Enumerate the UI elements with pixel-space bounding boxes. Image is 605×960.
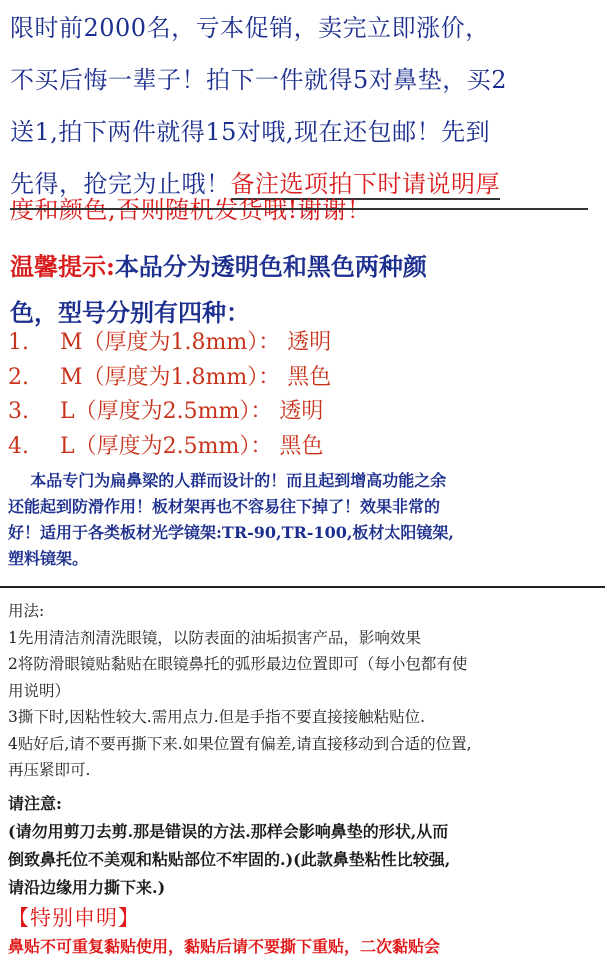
- notice-line: 倒致鼻托位不美观和粘贴部位不牢固的.)(此款鼻垫粘性比较强,: [8, 850, 451, 869]
- product-description: [8, 468, 598, 572]
- promo-note-red-2: 度和颜色,否则随机发货哦!谢谢！: [10, 196, 372, 224]
- special-statement: [8, 902, 600, 960]
- description-line: 本品专门为扁鼻梁的人群而设计的！而且起到增高功能之余: [8, 471, 447, 490]
- model-number: 4.: [8, 433, 29, 459]
- usage-line: 4贴好后,请不要再撕下来.如果位置有偏差,请直接移动到合适的位置,: [8, 734, 472, 753]
- usage-line: 3撕下时,因粘性较大.需用点力.但是手指不要直接接触粘贴位.: [8, 708, 426, 726]
- usage-line: 再压紧即可.: [8, 761, 91, 779]
- model-item: [8, 430, 593, 465]
- notice-line: 请沿边缘用力撕下来.): [8, 878, 166, 897]
- notice-section: [8, 790, 600, 902]
- promo-note-red-1: 备注选项拍下时请说明厚: [230, 170, 500, 198]
- tip-text-1: 本品分为透明色和黑色两种颜: [114, 252, 427, 281]
- promo-line-4-text: 先得，抢完为止哦！: [10, 170, 231, 198]
- tip-block: [10, 244, 595, 336]
- promo-line-3: 送1,拍下两件就得15对哦,现在还包邮！先到: [10, 118, 491, 146]
- promo-line-2: 不买后悔一辈子！拍下一件就得5对鼻垫，买2: [10, 66, 508, 94]
- special-heading: 【特别申明】: [8, 906, 140, 930]
- model-text: M（厚度为1.8mm）： 黑色: [60, 364, 332, 390]
- notice-title: 请注意:: [8, 794, 62, 813]
- usage-line: 1先用清洁剂清洗眼镜，以防表面的油垢损害产品，影响效果: [8, 628, 421, 647]
- model-number: 2.: [8, 364, 29, 390]
- model-item: [8, 326, 593, 361]
- description-line: 好！适用于各类板材光学镜架:TR-90,TR-100,板材太阳镜架,: [8, 523, 454, 542]
- promo-line-4: [10, 171, 595, 197]
- model-number: 3.: [8, 399, 29, 424]
- special-text: 鼻贴不可重复黏贴使用，黏贴后请不要撕下重贴，二次黏贴会: [8, 937, 441, 956]
- model-number: 1.: [8, 330, 29, 355]
- model-text: M（厚度为1.8mm）： 透明: [60, 330, 332, 355]
- model-item: [8, 361, 593, 396]
- tip-text-2: 色，型号分别有四种：: [10, 298, 250, 327]
- model-text: L（厚度为2.5mm）： 黑色: [60, 433, 324, 459]
- notice-line: (请勿用剪刀去剪.那是错误的方法.那样会影响鼻垫的形状,从而: [8, 822, 449, 841]
- model-text: L（厚度为2.5mm）： 透明: [60, 399, 324, 424]
- usage-section: [8, 598, 598, 784]
- promo-underline: [10, 208, 588, 210]
- usage-title: 用法:: [8, 602, 45, 620]
- tip-label: 温馨提示:: [10, 252, 115, 281]
- promo-paragraph: [10, 2, 595, 223]
- usage-line: 用说明）: [8, 681, 71, 700]
- usage-line: 2将防滑眼镜贴黏贴在眼镜鼻托的弧形最边位置即可（每小包都有使: [8, 655, 468, 673]
- model-list: [8, 326, 593, 464]
- promo-line-1: 限时前2000名，亏本促销，卖完立即涨价，: [10, 14, 490, 42]
- model-item: [8, 395, 593, 430]
- description-line: 还能起到防滑作用！板材架再也不容易往下掉了！效果非常的: [8, 497, 441, 516]
- description-line: 塑料镜架。: [8, 549, 89, 568]
- section-divider: [0, 586, 605, 588]
